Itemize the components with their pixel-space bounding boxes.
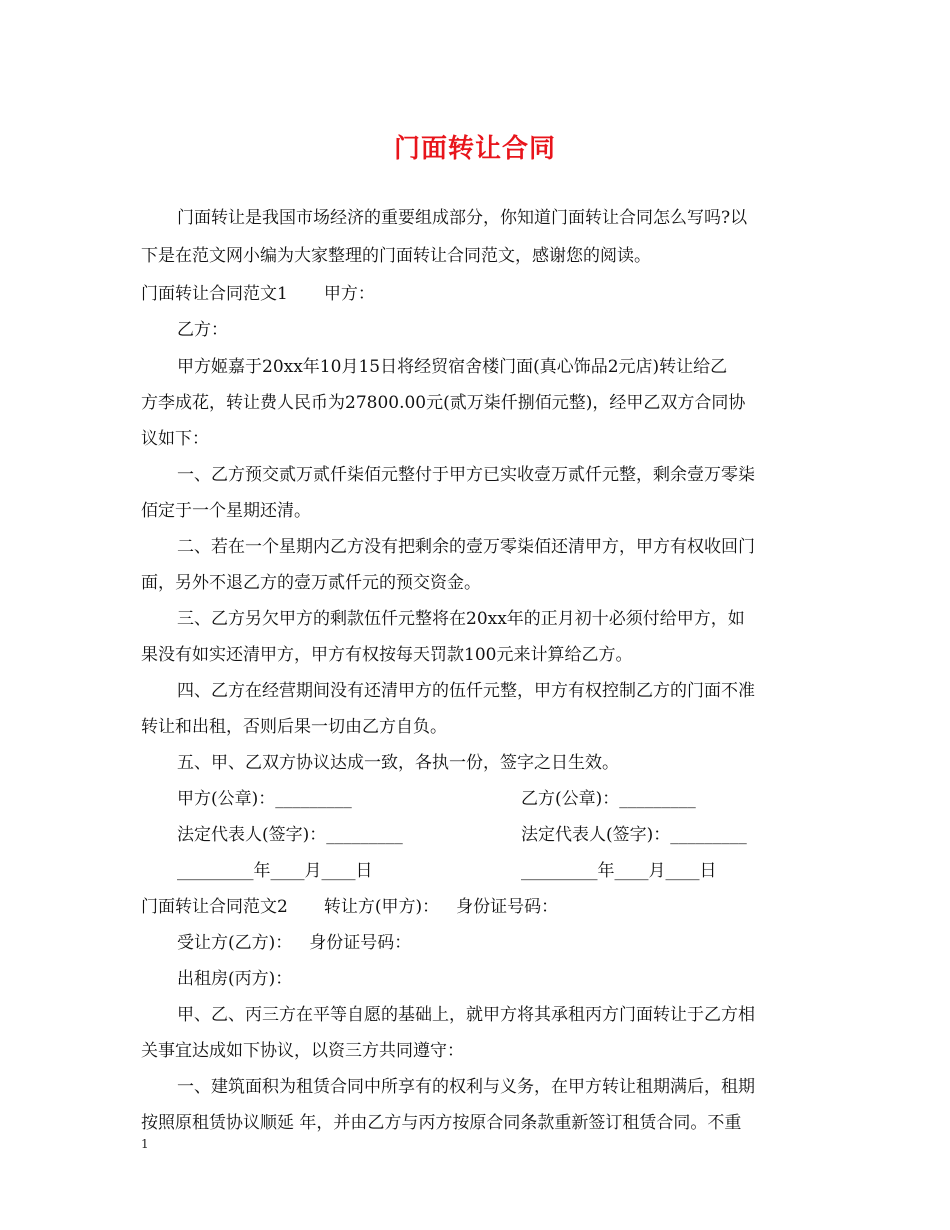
transferee-row xyxy=(177,932,411,954)
party-b-seal: 乙方(公章)：_________ xyxy=(521,789,696,809)
intro-line-2: 下是在范文网小编为大家整理的门面转让合同范文，感谢您的阅读。 xyxy=(141,246,651,266)
clause-line: 转让和出租，否则后果一切由乙方自负。 xyxy=(141,717,447,737)
clause-line: 按照原租赁协议顺延 年，并由乙方与丙方按原合同条款重新签订租赁合同。不重 xyxy=(141,1113,742,1133)
paragraph-line: 议如下： xyxy=(141,429,209,449)
clause-line: 五、甲、乙双方协议达成一致，各执一份，签字之日生效。 xyxy=(177,753,619,773)
sample-1-heading-row xyxy=(141,283,375,305)
transferor-label: 转让方(甲方)： xyxy=(323,897,440,917)
document-title: 门面转让合同 xyxy=(393,134,556,164)
sample-2-heading-row xyxy=(141,896,558,918)
party-b-date: _________年____月____日 xyxy=(521,861,717,881)
paragraph-line: 甲、乙、丙三方在平等自愿的基础上，就甲方将其承租丙方门面转让于乙方相 xyxy=(177,1005,755,1025)
paragraph-line: 方李成花，转让费人民币为27800.00元(贰万柒仟捌佰元整)，经甲乙双方合同协 xyxy=(141,393,746,413)
clause-line: 二、若在一个星期内乙方没有把剩余的壹万零柒佰还清甲方，甲方有权收回门 xyxy=(177,537,755,557)
id-number-label: 身份证号码： xyxy=(309,933,412,953)
intro-line-1: 门面转让是我国市场经济的重要组成部分，你知道门面转让合同怎么写吗?以 xyxy=(177,208,748,228)
party-b-representative: 法定代表人(签字)：_________ xyxy=(521,825,747,845)
page-number: 1 xyxy=(141,1137,149,1151)
sample-1-heading: 门面转让合同范文1 xyxy=(141,284,288,304)
paragraph-line: 关事宜达成如下协议，以资三方共同遵守： xyxy=(141,1041,464,1061)
party-a-label: 甲方： xyxy=(323,284,375,304)
clause-line: 果没有如实还清甲方，甲方有权按每天罚款100元来计算给乙方。 xyxy=(141,645,633,665)
clause-line: 三、乙方另欠甲方的剩款伍仟元整将在20xx年的正月初十必须付给甲方，如 xyxy=(177,609,745,629)
party-a-seal: 甲方(公章)：_________ xyxy=(177,789,352,809)
clause-line: 一、乙方预交贰万贰仟柒佰元整付于甲方已实收壹万贰仟元整，剩余壹万零柒 xyxy=(177,465,755,485)
party-b-label: 乙方： xyxy=(177,320,228,340)
clause-line: 佰定于一个星期还清。 xyxy=(141,501,311,521)
paragraph-line: 甲方姬嘉于20xx年10月15日将经贸宿舍楼门面(真心饰品2元店)转让给乙 xyxy=(177,357,728,377)
clause-line: 面，另外不退乙方的壹万贰仟元的预交资金。 xyxy=(141,573,481,593)
transferee-label: 受让方(乙方)： xyxy=(177,933,293,953)
sample-2-heading: 门面转让合同范文2 xyxy=(141,897,288,917)
id-number-label: 身份证号码： xyxy=(456,897,559,917)
party-a-date: _________年____月____日 xyxy=(177,861,373,881)
lessor-label: 出租房(丙方)： xyxy=(177,969,293,989)
clause-line: 四、乙方在经营期间没有还清甲方的伍仟元整，甲方有权控制乙方的门面不准 xyxy=(177,681,755,701)
clause-line: 一、建筑面积为租赁合同中所享有的权利与义务，在甲方转让租期满后，租期 xyxy=(177,1077,755,1097)
party-a-representative: 法定代表人(签字)：_________ xyxy=(177,825,403,845)
